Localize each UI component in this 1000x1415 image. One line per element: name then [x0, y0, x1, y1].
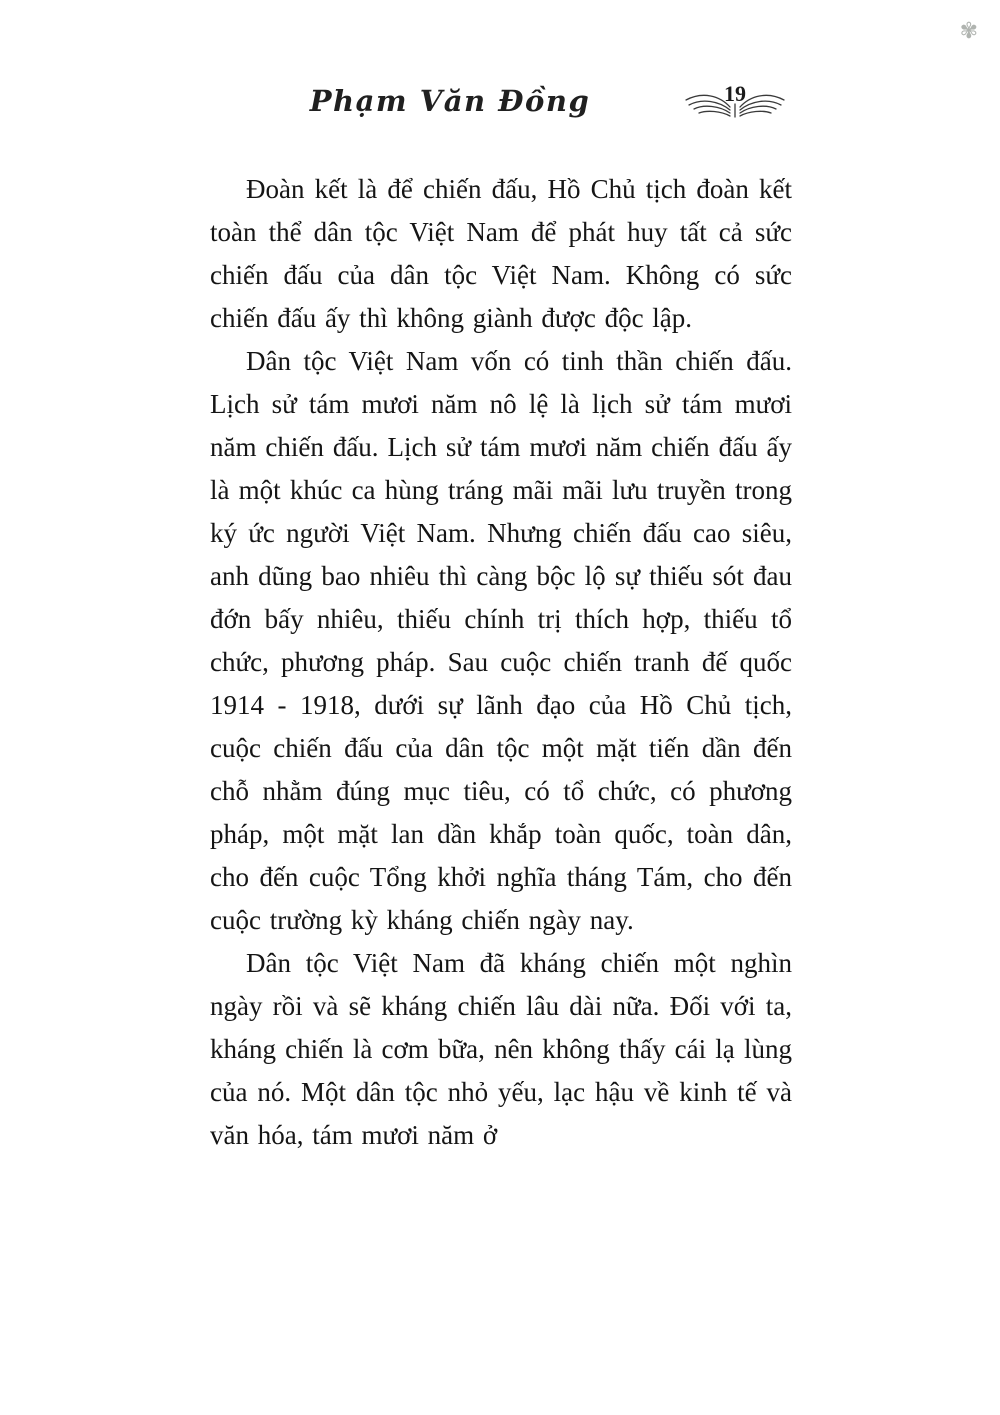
flower-ornament-icon: ✾: [959, 18, 978, 43]
paragraph: Dân tộc Việt Nam vốn có tinh thần chiến đấu. Lịch sử tám mươi năm nô lệ là lịch sử tám mươi năm chiến đấu. Lịch sử tám mươi năm chiến đấu ấy là một khúc ca hùng tráng mãi mãi lưu truyền trong ký ức người Việt Nam. Nhưng chiến đấu cao siêu, anh dũng bao nhiêu thì càng bộc lộ sự thiếu sót đau đớn bấy nhiêu, thiếu chính trị thích hợp, thiếu tổ chức, phương pháp. Sau cuộc chiến tranh đế quốc 1914 - 1918, dưới sự lãnh đạo của Hồ Chủ tịch, cuộc chiến đấu của dân tộc một mặt tiến dần đến chỗ nhằm đúng mục tiêu, có tổ chức, có phương pháp, một mặt lan dần khắp toàn quốc, toàn dân, cho đến cuộc Tổng khởi nghĩa tháng Tám, cho đến cuộc trường kỳ kháng chiến ngày nay.: [210, 346, 792, 935]
open-book-ornament-icon: [683, 74, 787, 126]
paragraph: Dân tộc Việt Nam đã kháng chiến một nghìn ngày rồi và sẽ kháng chiến lâu dài nữa. Đối với ta, kháng chiến là cơm bữa, nên không thấy cái lạ lùng của nó. Một dân tộc nhỏ yếu, lạc hậu về kinh tế và văn hóa, tám mươi năm ở: [210, 948, 792, 1150]
author-running-head: Phạm Văn Đồng: [309, 84, 591, 118]
page-header: [0, 81, 1000, 140]
page-number: 19: [724, 81, 746, 106]
page-body-text: [210, 168, 792, 1157]
paragraph: Đoàn kết là để chiến đấu, Hồ Chủ tịch đoàn kết toàn thể dân tộc Việt Nam để phát huy tất cả sức chiến đấu của dân tộc Việt Nam. Không có sức chiến đấu ấy thì không giành được độc lập.: [210, 174, 792, 333]
